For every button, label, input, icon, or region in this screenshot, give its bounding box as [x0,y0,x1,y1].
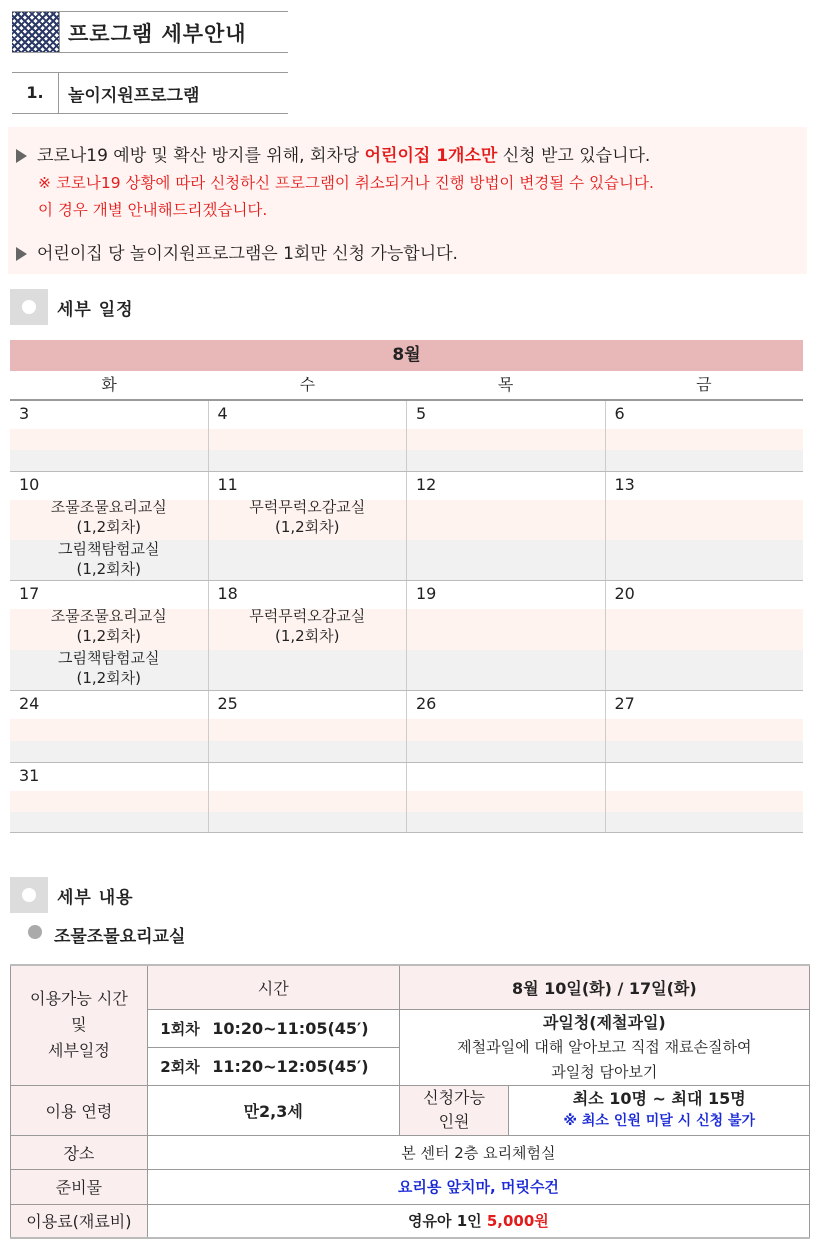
calendar-date: 19 [416,584,437,603]
row-band [606,812,804,832]
row-band [407,812,605,832]
calendar-day-cell [10,472,208,580]
calendar-date: 13 [614,475,635,494]
calendar-date: 20 [614,584,635,603]
calendar [10,340,803,833]
time-col-header: 시간 [147,965,399,1009]
row-band [606,609,804,650]
calendar-day-cell [605,691,804,762]
calendar-day-cell [406,472,605,580]
age-label: 이용 연령 [11,1085,148,1135]
calendar-event: (1,2회차) [76,560,142,578]
calendar-day-cell [406,401,605,471]
row-band [209,741,407,762]
place-label: 장소 [11,1135,148,1169]
activity-title: 과일청(제철과일) [542,1012,666,1032]
row-band [606,741,804,762]
row-band [10,791,208,812]
calendar-weeks [10,401,803,833]
calendar-day-cell [605,581,804,690]
calendar-day-cell [10,581,208,690]
weekday-fri: 금 [696,375,712,394]
capacity-label: 신청가능 [423,1088,485,1107]
calendar-event: 무럭무럭오감교실 [249,498,366,516]
row-band [407,650,605,690]
calendar-weekdays [10,371,803,401]
age-value: 만2,3세 [147,1085,399,1135]
calendar-day-cell [208,401,407,471]
notice-line-4 [16,239,458,264]
calendar-event: (1,2회차) [76,669,142,687]
row-band [10,719,208,741]
calendar-day-cell [10,691,208,762]
page-title: 프로그램 세부안내 [68,22,247,46]
pattern-icon [12,12,60,52]
calendar-week [10,763,803,833]
calendar-day-cell [605,763,804,832]
fee-text: 영유아 1인 [408,1212,487,1231]
row-band [10,429,208,450]
calendar-month: 8월 [10,340,803,371]
triangle-right-icon [16,149,27,163]
capacity-cell [509,1085,810,1135]
time-label: 세부일정 [47,1041,110,1061]
fee-value: 5,000원 [486,1212,549,1231]
weekday-wed: 수 [299,375,316,394]
activity-desc: 과일청 담아보기 [551,1062,658,1081]
calendar-date: 26 [416,694,437,713]
activity-cell [399,1009,809,1085]
notice-text: 코로나19 예방 및 확산 방지를 위해, 회차당 [37,146,365,166]
notice-emphasis: 어린이집 1개소만 [364,146,498,166]
round-2-time: 11:20~12:05(45′) [212,1047,399,1085]
row-band [606,450,804,471]
row-band [209,450,407,471]
calendar-date: 27 [614,694,635,713]
calendar-date: 6 [614,404,625,423]
prep-label: 준비물 [11,1169,148,1204]
activity-desc: 제철과일에 대해 알아보고 직접 재료손질하여 [457,1037,752,1056]
section-heading [12,72,288,114]
row-band [606,650,804,690]
calendar-event: (1,2회차) [274,627,340,645]
row-band [606,540,804,580]
row-band [606,719,804,741]
detail-table [10,964,810,1239]
round-1-time: 10:20~11:05(45′) [212,1009,399,1047]
calendar-date: 11 [217,475,238,494]
dates-header: 8월 10일(화) / 17일(화) [399,965,809,1009]
circle-bullet-icon [10,289,48,325]
time-label: 및 [71,1015,87,1035]
calendar-day-cell [605,472,804,580]
calendar-event: (1,2회차) [76,627,142,645]
calendar-date: 3 [19,404,30,423]
calendar-date: 12 [416,475,437,494]
calendar-week [10,472,803,581]
calendar-week [10,691,803,763]
calendar-week [10,401,803,472]
calendar-event: 무럭무럭오감교실 [249,607,366,625]
calendar-day-cell [208,763,407,832]
row-band [407,609,605,650]
weekday-tue: 화 [101,375,117,394]
capacity-note: ※ 최소 인원 미달 시 신청 불가 [563,1113,756,1129]
weekday-thu: 목 [497,375,514,394]
calendar-day-cell [605,401,804,471]
capacity-label: 인원 [438,1112,470,1131]
page-header [12,11,288,53]
calendar-event: (1,2회차) [76,518,142,536]
row-band [606,791,804,812]
place-value: 본 센터 2층 요리체험실 [147,1135,809,1169]
round-1-label: 1회차 [147,1009,212,1047]
schedule-heading-text: 세부 일정 [57,300,134,320]
calendar-day-cell [406,763,605,832]
row-band [407,741,605,762]
fee-cell [147,1204,809,1238]
row-band [209,719,407,741]
calendar-date: 25 [217,694,238,713]
row-band [209,540,407,580]
fee-label: 이용료(재료비) [11,1204,148,1238]
section-label: 놀이지원프로그램 [68,86,200,106]
calendar-event: 그림책탐험교실 [58,649,160,667]
section-number: 1. [12,73,59,113]
row-band [407,429,605,450]
calendar-date: 17 [19,584,40,603]
notice-line-1 [16,141,650,166]
row-band [407,719,605,741]
calendar-event: (1,2회차) [274,518,340,536]
row-band [209,429,407,450]
circle-bullet-icon [10,877,48,913]
row-band [407,450,605,471]
calendar-date: 24 [19,694,40,713]
row-band [10,812,208,832]
calendar-event: 그림책탐험교실 [58,540,160,558]
calendar-event: 조물조물요리교실 [50,607,167,625]
calendar-date: 31 [19,766,40,785]
calendar-day-cell [406,581,605,690]
calendar-day-cell [208,691,407,762]
round-2-label: 2회차 [147,1047,212,1085]
program-name: 조물조물요리교실 [54,927,186,947]
notice-text: 신청 받고 있습니다. [497,146,651,166]
time-label-cell [11,965,148,1085]
calendar-date: 4 [217,404,228,423]
calendar-day-cell [208,472,407,580]
row-band [407,540,605,580]
row-band [606,500,804,540]
capacity-label-cell [399,1085,509,1135]
notice-text: 어린이집 당 놀이지원프로그램은 1회만 신청 가능합니다. [37,244,458,264]
row-band [407,500,605,540]
triangle-right-icon [16,247,27,261]
calendar-date: 10 [19,475,40,494]
notice-line-3: 이 경우 개별 안내해드리겠습니다. [38,201,268,219]
calendar-date: 18 [217,584,238,603]
calendar-day-cell [406,691,605,762]
calendar-week [10,581,803,691]
row-band [407,791,605,812]
row-band [10,741,208,762]
row-band [606,429,804,450]
bullet-dot-icon [28,925,42,939]
calendar-day-cell [10,763,208,832]
calendar-day-cell [10,401,208,471]
detail-heading-text: 세부 내용 [57,888,134,908]
capacity-value: 최소 10명 ~ 최대 15명 [572,1089,746,1108]
row-band [209,791,407,812]
time-label: 이용가능 시간 [29,989,128,1009]
prep-value: 요리용 앞치마, 머릿수건 [147,1169,809,1204]
notice-box [8,127,807,274]
notice-line-2: ※ 코로나19 상황에 따라 신청하신 프로그램이 취소되거나 진행 방법이 변경될 수 있습니다. [38,174,654,192]
row-band [10,450,208,471]
calendar-day-cell [208,581,407,690]
calendar-event: 조물조물요리교실 [50,498,167,516]
row-band [209,650,407,690]
row-band [209,812,407,832]
calendar-date: 5 [416,404,427,423]
